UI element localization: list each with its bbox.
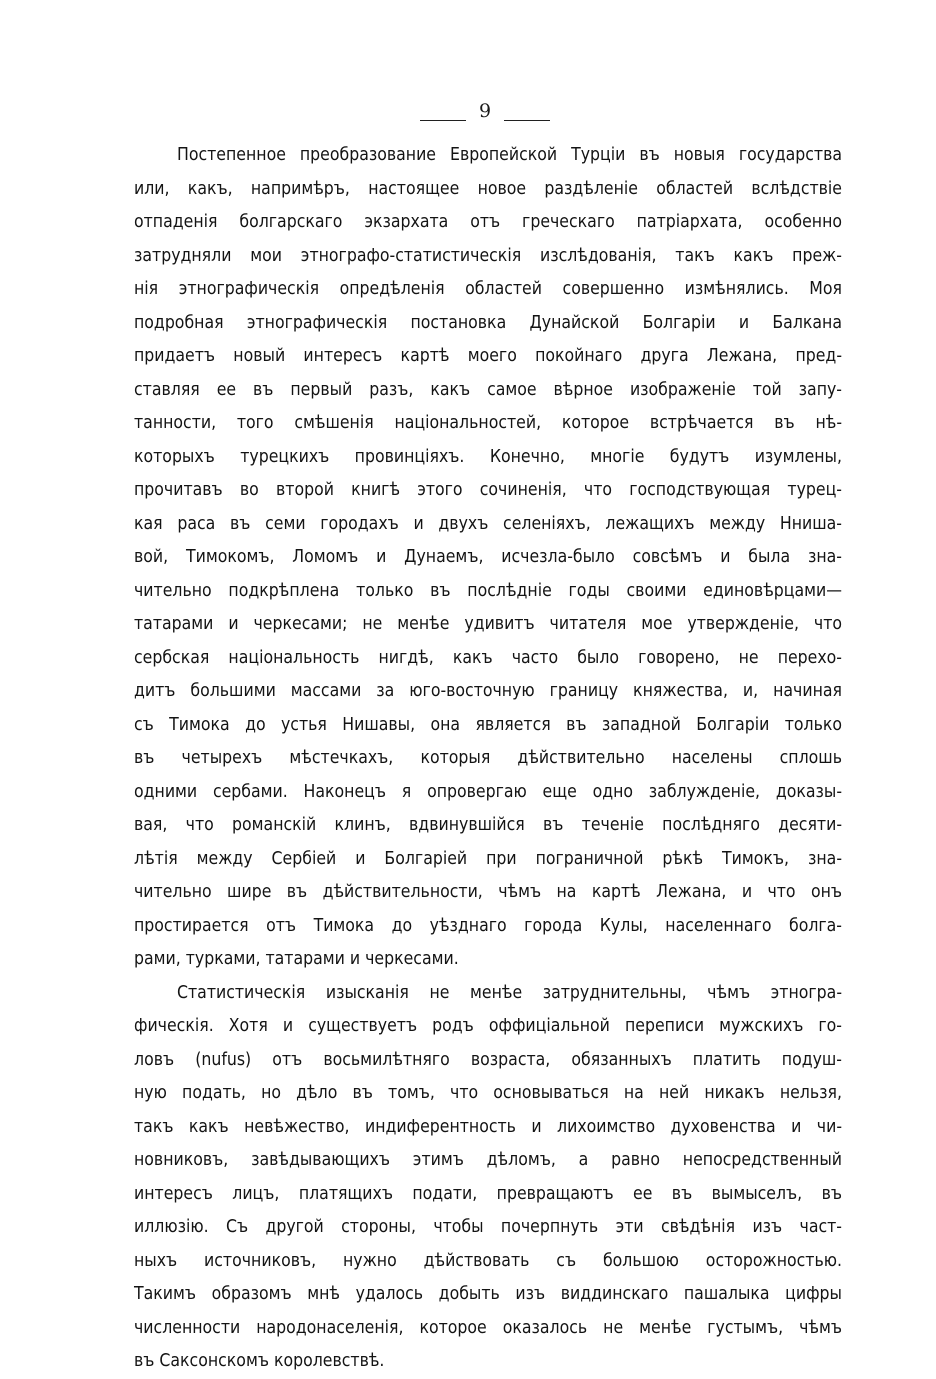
header-rule-left (420, 120, 466, 121)
header-rule-right (504, 120, 550, 121)
text-line: новниковъ, завѣдывающихъ этимъ дѣломъ, а равно непосредственный (134, 1150, 842, 1170)
text-line: ставляя ее въ первый разъ, какъ самое вѣрное изображеніе той запу- (134, 379, 842, 400)
text-line: затрудняли мои этнографо-статистическія изслѣдованія, такъ какъ преж- (134, 245, 842, 266)
text-line: въ четырехъ мѣстечкахъ, которыя дѣйствительно населены сплошь (134, 748, 842, 768)
text-line: лѣтія между Сербіей и Болгаріей при пограничной рѣкѣ Тимокъ, зна- (134, 848, 842, 869)
text-line: одними сербами. Наконецъ я опровергаю еще одно заблужденіе, доказы- (134, 781, 842, 802)
text-line: ную подать, но дѣло въ томъ, что основываться на ней никакъ нельзя, (134, 1083, 842, 1103)
text-line: вой, Тимокомъ, Ломомъ и Дунаемъ, исчезла-было совсѣмъ и была зна- (134, 547, 842, 567)
page-header (420, 100, 550, 124)
text-line: чительно подкрѣплена только въ послѣдніе годы своими единовѣрцами— (134, 580, 842, 601)
text-line: такъ какъ невѣжество, индиферентность и лихоимство духовенства и чи- (134, 1116, 842, 1137)
text-line: татарами и черкесами; не менѣе удивитъ читателя мое утвержденіе, что (134, 614, 842, 634)
text-line: дитъ большими массами за юго-восточную границу княжества, и, начиная (134, 681, 842, 701)
text-line: подробная этнографическія постановка Дунайской Болгаріи и Балкана (134, 312, 842, 333)
text-line: танности, того смѣшенія національностей, которое встрѣчается въ нѣ- (134, 413, 842, 433)
text-line: съ Тимока до устья Нишавы, она является въ западной Болгаріи только (134, 714, 842, 735)
text-line: нія этнографическія опредѣленія областей совершенно измѣнялись. Моя (134, 279, 842, 299)
text-line: ныхъ источниковъ, нужно дѣйствовать съ большою осторожностью. (134, 1250, 842, 1271)
text-line: вая, что романскій клинъ, вдвинувшійся въ теченіе послѣдняго десяти- (134, 815, 842, 835)
text-line: Такимъ образомъ мнѣ удалось добыть изъ виддинскаго пашалыка цифры (134, 1284, 842, 1304)
paragraph-statistics (134, 977, 842, 1379)
text-line: Статистическія изысканія не менѣе затруднительны, чѣмъ этногра- (177, 982, 842, 1003)
page-number: 9 (478, 100, 492, 122)
text-line: кая раса въ семи городахъ и двухъ селеніяхъ, лежащихъ между Нниша- (134, 513, 842, 534)
text-line: интересъ лицъ, платящихъ подати, превращаютъ ее въ вымыселъ, въ (134, 1183, 842, 1204)
text-line: отпаденія болгарскаго экзархата отъ греческаго патріархата, особенно (134, 212, 842, 232)
text-line: Постепенное преобразование Европейской Турціи въ новыя государства (177, 145, 842, 165)
text-line: сербская національность нигдѣ, какъ часто было говорено, не перехо- (134, 647, 842, 668)
text-line: которыхъ турецкихъ провинціяхъ. Конечно, многіе будутъ изумлены, (134, 446, 842, 467)
text-line: или, какъ, напримѣръ, настоящее новое раздѣленіе областей вслѣдствіе (134, 178, 842, 199)
text-line: чительно шире въ дѣйствительности, чѣмъ на картѣ Лежана, и что онъ (134, 882, 842, 902)
text-line: простирается отъ Тимока до уѣзднаго города Кулы, населеннаго болга- (134, 915, 842, 936)
text-line: рами, турками, татарами и черкесами. (134, 949, 459, 969)
text-line: иллюзію. Съ другой стороны, чтобы почерпнуть эти свѣдѣнія изъ част- (134, 1217, 842, 1237)
paragraph-ethnography (134, 139, 842, 977)
text-line: придаетъ новый интересъ картѣ моего покойнаго друга Лежана, пред- (134, 346, 842, 366)
page-body (134, 139, 842, 1379)
text-line: численности народонаселенія, которое оказалось не менѣе густымъ, чѣмъ (134, 1317, 842, 1338)
text-line: въ Саксонскомъ королевствѣ. (134, 1351, 385, 1371)
text-line: ловъ (nufus) отъ восьмилѣтняго возраста, обязанныхъ платить подуш- (134, 1049, 842, 1070)
text-line: фическія. Хотя и существуетъ родъ оффиціальной переписи мужскихъ го- (134, 1016, 842, 1036)
text-line: прочитавъ во второй книгѣ этого сочиненія, что господствующая турец- (134, 480, 842, 500)
